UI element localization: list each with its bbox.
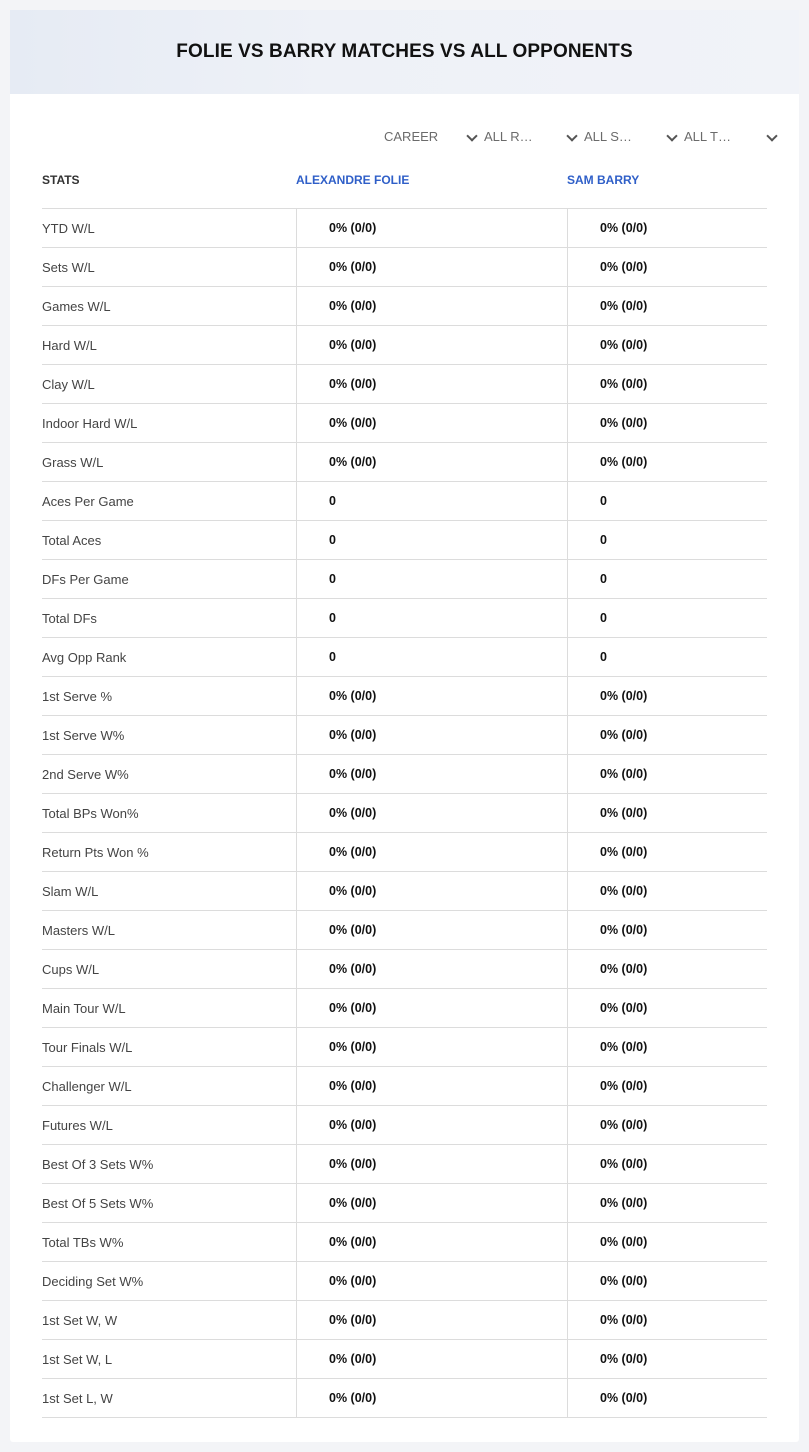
table-row xyxy=(42,950,767,989)
player2-value: 0% (0/0) xyxy=(600,884,648,898)
filter-round-select[interactable] xyxy=(484,128,584,144)
stat-label: Indoor Hard W/L xyxy=(42,416,138,431)
stat-label: Hard W/L xyxy=(42,338,97,353)
player2-value: 0 xyxy=(600,533,607,547)
table-row xyxy=(42,1028,767,1067)
player2-value: 0% (0/0) xyxy=(600,1157,648,1171)
stat-label: Deciding Set W% xyxy=(42,1274,144,1289)
player1-value: 0% (0/0) xyxy=(329,1313,377,1327)
column-divider xyxy=(567,443,568,482)
player1-value: 0% (0/0) xyxy=(329,689,377,703)
player2-value: 0% (0/0) xyxy=(600,845,648,859)
table-row xyxy=(42,794,767,833)
stat-label: 1st Set L, W xyxy=(42,1391,113,1406)
column-divider xyxy=(567,560,568,599)
player1-value: 0% (0/0) xyxy=(329,455,377,469)
stat-label: 1st Serve % xyxy=(42,689,113,704)
player1-value: 0% (0/0) xyxy=(329,299,377,313)
stat-label: Grass W/L xyxy=(42,455,104,470)
stat-label: Futures W/L xyxy=(42,1118,113,1133)
player2-value: 0% (0/0) xyxy=(600,221,648,235)
player2-value: 0% (0/0) xyxy=(600,338,648,352)
stat-label: Clay W/L xyxy=(42,377,95,392)
player1-value: 0% (0/0) xyxy=(329,416,377,430)
table-row xyxy=(42,677,767,716)
stats-card xyxy=(10,10,799,1442)
player1-value: 0% (0/0) xyxy=(329,806,377,820)
column-divider xyxy=(296,1262,297,1301)
column-divider xyxy=(567,365,568,404)
column-divider xyxy=(567,248,568,287)
column-divider xyxy=(567,482,568,521)
column-divider xyxy=(567,755,568,794)
player1-value: 0% (0/0) xyxy=(329,1391,377,1405)
column-divider xyxy=(296,638,297,677)
player1-value: 0% (0/0) xyxy=(329,1274,377,1288)
player1-value: 0 xyxy=(329,533,336,547)
player2-value: 0 xyxy=(600,650,607,664)
column-divider xyxy=(296,365,297,404)
filter-label: ALL R… xyxy=(484,128,533,144)
column-divider xyxy=(567,677,568,716)
column-divider xyxy=(296,755,297,794)
player2-value: 0% (0/0) xyxy=(600,1196,648,1210)
column-divider xyxy=(296,872,297,911)
column-divider xyxy=(296,911,297,950)
column-divider xyxy=(296,560,297,599)
column-header-stats: STATS xyxy=(42,173,80,187)
column-divider xyxy=(296,716,297,755)
column-divider xyxy=(567,1262,568,1301)
player2-value: 0% (0/0) xyxy=(600,416,648,430)
table-row xyxy=(42,521,767,560)
player1-value: 0% (0/0) xyxy=(329,221,377,235)
stat-label: Tour Finals W/L xyxy=(42,1040,133,1055)
player1-value: 0% (0/0) xyxy=(329,1352,377,1366)
player1-value: 0% (0/0) xyxy=(329,338,377,352)
stats-table xyxy=(42,168,767,1418)
column-divider xyxy=(296,443,297,482)
column-divider xyxy=(296,1145,297,1184)
player2-value: 0% (0/0) xyxy=(600,923,648,937)
column-divider xyxy=(567,1106,568,1145)
table-row xyxy=(42,911,767,950)
stat-label: Total TBs W% xyxy=(42,1235,124,1250)
table-header xyxy=(42,168,767,209)
column-divider xyxy=(296,989,297,1028)
column-divider xyxy=(296,482,297,521)
player1-value: 0% (0/0) xyxy=(329,1118,377,1132)
column-divider xyxy=(567,1028,568,1067)
column-divider xyxy=(567,989,568,1028)
chevron-down-icon xyxy=(566,130,577,141)
card-header xyxy=(10,10,799,94)
filter-label: CAREER xyxy=(384,128,439,144)
stat-label: Total BPs Won% xyxy=(42,806,139,821)
table-row xyxy=(42,833,767,872)
column-divider xyxy=(296,326,297,365)
player2-value: 0 xyxy=(600,494,607,508)
stat-label: 1st Set W, L xyxy=(42,1352,113,1367)
table-row xyxy=(42,1379,767,1418)
column-divider xyxy=(567,287,568,326)
filter-label: ALL S… xyxy=(584,128,632,144)
player2-value: 0% (0/0) xyxy=(600,806,648,820)
player2-value: 0% (0/0) xyxy=(600,1079,648,1093)
player2-value: 0% (0/0) xyxy=(600,728,648,742)
column-divider xyxy=(296,248,297,287)
table-body xyxy=(42,209,767,1418)
stat-label: Best Of 3 Sets W% xyxy=(42,1157,154,1172)
column-divider xyxy=(567,1145,568,1184)
player1-value: 0% (0/0) xyxy=(329,260,377,274)
player2-value: 0 xyxy=(600,611,607,625)
filter-surface-select[interactable] xyxy=(584,128,684,144)
stat-label: Main Tour W/L xyxy=(42,1001,126,1016)
stat-label: Total DFs xyxy=(42,611,97,626)
column-divider xyxy=(567,950,568,989)
table-row xyxy=(42,1223,767,1262)
table-row xyxy=(42,638,767,677)
player2-value: 0% (0/0) xyxy=(600,299,648,313)
stat-label: Avg Opp Rank xyxy=(42,650,127,665)
column-divider xyxy=(296,1223,297,1262)
table-row xyxy=(42,248,767,287)
column-divider xyxy=(296,833,297,872)
player1-value: 0 xyxy=(329,494,336,508)
player1-value: 0% (0/0) xyxy=(329,962,377,976)
stat-label: Games W/L xyxy=(42,299,111,314)
table-row xyxy=(42,326,767,365)
column-divider xyxy=(296,1028,297,1067)
player2-value: 0% (0/0) xyxy=(600,1118,648,1132)
column-divider xyxy=(296,950,297,989)
column-divider xyxy=(567,1301,568,1340)
player2-value: 0% (0/0) xyxy=(600,689,648,703)
column-divider xyxy=(296,1301,297,1340)
column-divider xyxy=(567,794,568,833)
table-row xyxy=(42,989,767,1028)
column-divider xyxy=(567,521,568,560)
column-divider xyxy=(567,638,568,677)
table-row xyxy=(42,209,767,248)
player2-value: 0% (0/0) xyxy=(600,260,648,274)
column-divider xyxy=(296,1340,297,1379)
chevron-down-icon xyxy=(666,130,677,141)
chevron-down-icon xyxy=(466,130,477,141)
column-divider xyxy=(296,404,297,443)
filter-label: ALL T… xyxy=(684,128,731,144)
stat-label: 2nd Serve W% xyxy=(42,767,129,782)
stat-label: Best Of 5 Sets W% xyxy=(42,1196,154,1211)
stat-label: Cups W/L xyxy=(42,962,100,977)
table-row xyxy=(42,1106,767,1145)
player2-value: 0% (0/0) xyxy=(600,962,648,976)
column-divider xyxy=(567,1067,568,1106)
player1-value: 0% (0/0) xyxy=(329,923,377,937)
player1-value: 0% (0/0) xyxy=(329,1079,377,1093)
column-divider xyxy=(567,404,568,443)
page-title: FOLIE VS BARRY MATCHES VS ALL OPPONENTS xyxy=(176,41,633,62)
stat-label: Aces Per Game xyxy=(42,494,134,509)
column-divider xyxy=(567,833,568,872)
player1-value: 0% (0/0) xyxy=(329,1196,377,1210)
stat-label: YTD W/L xyxy=(42,221,95,236)
player2-value: 0% (0/0) xyxy=(600,377,648,391)
column-divider xyxy=(567,872,568,911)
column-divider xyxy=(567,911,568,950)
stat-label: DFs Per Game xyxy=(42,572,129,587)
column-divider xyxy=(567,1379,568,1418)
player1-link[interactable]: ALEXANDRE FOLIE xyxy=(296,173,410,187)
player1-value: 0 xyxy=(329,572,336,586)
stat-label: Challenger W/L xyxy=(42,1079,132,1094)
column-divider xyxy=(296,677,297,716)
column-divider xyxy=(296,1379,297,1418)
player2-value: 0% (0/0) xyxy=(600,1274,648,1288)
player1-value: 0 xyxy=(329,611,336,625)
player1-value: 0% (0/0) xyxy=(329,377,377,391)
column-divider xyxy=(567,599,568,638)
stat-label: 1st Set W, W xyxy=(42,1313,118,1328)
column-divider xyxy=(296,209,297,248)
player2-link[interactable]: SAM BARRY xyxy=(567,173,640,187)
player2-value: 0% (0/0) xyxy=(600,455,648,469)
player2-value: 0 xyxy=(600,572,607,586)
player2-value: 0% (0/0) xyxy=(600,1313,648,1327)
player1-value: 0% (0/0) xyxy=(329,1001,377,1015)
column-divider xyxy=(567,1340,568,1379)
chevron-down-icon xyxy=(766,130,777,141)
column-divider xyxy=(567,209,568,248)
column-divider xyxy=(296,521,297,560)
stat-label: Slam W/L xyxy=(42,884,99,899)
player1-value: 0 xyxy=(329,650,336,664)
table-row xyxy=(42,287,767,326)
column-divider xyxy=(296,1184,297,1223)
filter-tournament-select[interactable] xyxy=(684,128,784,144)
table-row xyxy=(42,599,767,638)
player1-value: 0% (0/0) xyxy=(329,1040,377,1054)
column-divider xyxy=(296,599,297,638)
table-row xyxy=(42,1262,767,1301)
player1-value: 0% (0/0) xyxy=(329,884,377,898)
player2-value: 0% (0/0) xyxy=(600,1001,648,1015)
stat-label: Masters W/L xyxy=(42,923,115,938)
stat-label: Total Aces xyxy=(42,533,102,548)
player2-value: 0% (0/0) xyxy=(600,1352,648,1366)
stat-label: Return Pts Won % xyxy=(42,845,149,860)
table-row xyxy=(42,482,767,521)
column-divider xyxy=(567,716,568,755)
column-divider xyxy=(296,1067,297,1106)
table-row xyxy=(42,872,767,911)
column-divider xyxy=(567,1223,568,1262)
player2-value: 0% (0/0) xyxy=(600,767,648,781)
player1-value: 0% (0/0) xyxy=(329,845,377,859)
player1-value: 0% (0/0) xyxy=(329,728,377,742)
stat-label: Sets W/L xyxy=(42,260,95,275)
table-row xyxy=(42,404,767,443)
table-row xyxy=(42,1340,767,1379)
table-row xyxy=(42,1067,767,1106)
player2-value: 0% (0/0) xyxy=(600,1235,648,1249)
table-row xyxy=(42,1301,767,1340)
player1-value: 0% (0/0) xyxy=(329,767,377,781)
player2-value: 0% (0/0) xyxy=(600,1391,648,1405)
player1-value: 0% (0/0) xyxy=(329,1235,377,1249)
table-row xyxy=(42,755,767,794)
player1-value: 0% (0/0) xyxy=(329,1157,377,1171)
player2-value: 0% (0/0) xyxy=(600,1040,648,1054)
table-row xyxy=(42,716,767,755)
table-row xyxy=(42,443,767,482)
stat-label: 1st Serve W% xyxy=(42,728,125,743)
column-divider xyxy=(296,287,297,326)
column-divider xyxy=(296,1106,297,1145)
filter-bar xyxy=(384,128,784,144)
table-row xyxy=(42,560,767,599)
table-row xyxy=(42,1184,767,1223)
filter-period-select[interactable] xyxy=(384,128,484,144)
column-divider xyxy=(567,1184,568,1223)
table-row xyxy=(42,365,767,404)
column-divider xyxy=(296,794,297,833)
column-divider xyxy=(567,326,568,365)
table-row xyxy=(42,1145,767,1184)
